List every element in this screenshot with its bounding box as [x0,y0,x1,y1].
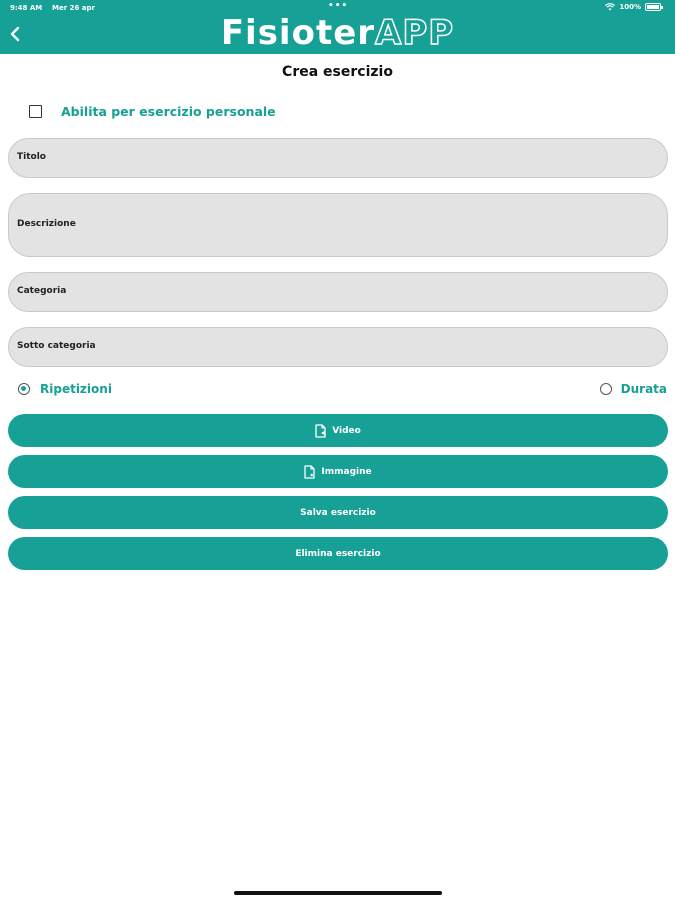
save-exercise-label: Salva esercizio [300,507,376,518]
image-button[interactable] [8,455,668,488]
app-header [0,0,675,54]
personal-exercise-checkbox[interactable] [29,104,276,119]
title-input[interactable] [8,138,668,178]
subcategory-input[interactable] [8,327,668,367]
radio-repetitions-label: Ripetizioni [40,382,112,396]
radio-duration[interactable] [600,382,667,396]
delete-exercise-button[interactable] [8,537,668,570]
battery-percent: 100% [619,3,641,11]
radio-selected-icon[interactable] [18,383,30,395]
image-file-icon [304,465,315,479]
home-indicator[interactable] [234,891,442,895]
radio-unselected-icon[interactable] [600,383,612,395]
subcategory-placeholder: Sotto categoria [17,341,96,351]
video-button-label: Video [332,425,361,436]
radio-duration-label: Durata [620,382,667,396]
page-title: Crea esercizio [282,64,393,80]
status-time: 9:48 AM [10,4,43,12]
radio-repetitions[interactable] [18,382,112,396]
description-input[interactable] [8,193,668,257]
video-button[interactable] [8,414,668,447]
multitask-dots-icon[interactable]: ••• [328,1,349,11]
video-file-icon [315,424,326,438]
image-button-label: Immagine [321,466,372,477]
logo-text-outline: APP [375,13,455,53]
checkbox-label: Abilita per esercizio personale [61,104,276,119]
category-input[interactable] [8,272,668,312]
status-date: Mer 26 apr [52,4,95,12]
save-exercise-button[interactable] [8,496,668,529]
checkbox-box[interactable] [29,105,42,118]
logo-text-primary: Fisioter [220,13,376,53]
description-placeholder: Descrizione [17,219,76,229]
title-placeholder: Titolo [17,152,46,162]
category-placeholder: Categoria [17,286,67,296]
delete-exercise-label: Elimina esercizio [295,548,381,559]
app-logo [0,10,675,56]
